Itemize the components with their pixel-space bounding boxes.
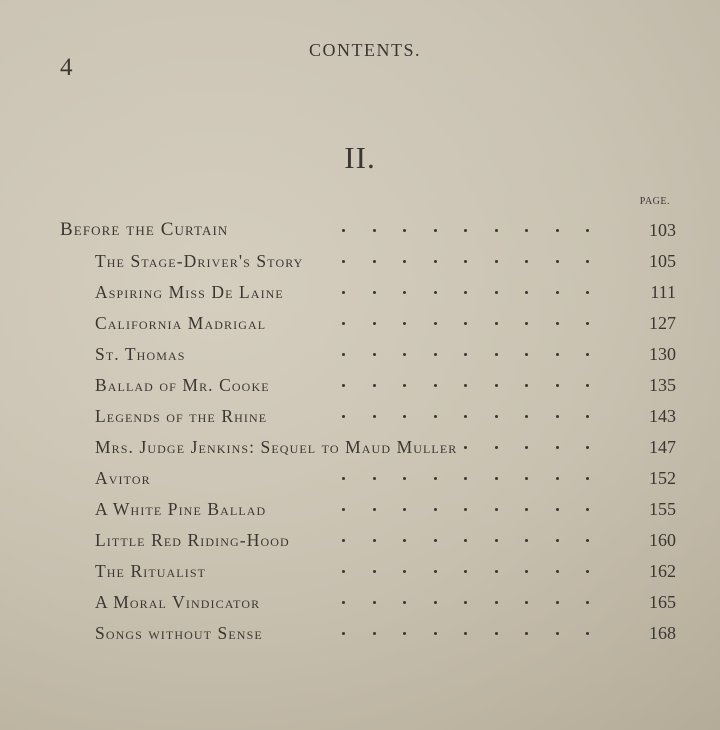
toc-leader xyxy=(0,255,720,269)
leader-dot xyxy=(525,384,528,387)
toc-entry-page: 135 xyxy=(649,375,676,395)
toc-entry-title: A Moral Vindicator xyxy=(95,592,261,612)
leader-dot xyxy=(464,322,467,325)
leader-dot xyxy=(556,415,559,418)
leader-dot xyxy=(342,570,345,573)
leader-dot xyxy=(556,632,559,635)
toc-entry-page: 160 xyxy=(649,530,676,550)
leader-dot xyxy=(373,353,376,356)
leader-dot xyxy=(525,508,528,511)
leader-dot xyxy=(586,539,589,542)
leader-dot xyxy=(464,415,467,418)
leader-dot xyxy=(403,260,406,263)
leader-dot xyxy=(403,508,406,511)
leader-dot xyxy=(464,601,467,604)
leader-dot xyxy=(556,539,559,542)
toc-entry-title: Legends of the Rhine xyxy=(95,406,268,426)
leader-dot xyxy=(434,601,437,604)
toc-entry-title: The Stage-Driver's Story xyxy=(95,251,304,271)
leader-dot xyxy=(556,601,559,604)
leader-dot xyxy=(464,260,467,263)
toc-entry xyxy=(0,401,720,431)
leader-dot xyxy=(556,446,559,449)
leader-dot xyxy=(373,229,376,232)
leader-dot xyxy=(556,322,559,325)
leader-dot xyxy=(434,508,437,511)
toc-entry xyxy=(0,370,720,400)
toc-leader xyxy=(0,596,720,610)
toc-entry-page: 143 xyxy=(649,406,676,426)
leader-dot xyxy=(342,353,345,356)
leader-dot xyxy=(342,601,345,604)
leader-dot xyxy=(464,570,467,573)
toc-entry xyxy=(0,494,720,524)
toc-entry-title: St. Thomas xyxy=(95,344,186,364)
leader-dot xyxy=(525,322,528,325)
leader-dot xyxy=(403,353,406,356)
leader-dot xyxy=(495,570,498,573)
leader-dot xyxy=(464,446,467,449)
leader-dot xyxy=(342,291,345,294)
toc-entry xyxy=(0,308,720,338)
toc-entry-page: 168 xyxy=(649,623,676,643)
toc-entry-title: California Madrigal xyxy=(95,313,267,333)
leader-dot xyxy=(434,477,437,480)
leader-dot xyxy=(434,539,437,542)
leader-dot xyxy=(403,539,406,542)
leader-dot xyxy=(495,353,498,356)
leader-dot xyxy=(586,291,589,294)
toc-entry xyxy=(0,556,720,586)
toc-entry xyxy=(0,587,720,617)
leader-dot xyxy=(434,260,437,263)
leader-dot xyxy=(495,291,498,294)
leader-dot xyxy=(556,384,559,387)
leader-dot xyxy=(403,632,406,635)
running-title: CONTENTS. xyxy=(309,40,421,60)
leader-dot xyxy=(403,384,406,387)
leader-dot xyxy=(495,260,498,263)
toc-entry-page: 105 xyxy=(649,251,676,271)
leader-dot xyxy=(495,415,498,418)
leader-dot xyxy=(434,291,437,294)
leader-dot xyxy=(495,632,498,635)
leader-dot xyxy=(342,539,345,542)
leader-dot xyxy=(495,539,498,542)
leader-dot xyxy=(495,229,498,232)
leader-dot xyxy=(525,601,528,604)
toc-leader xyxy=(0,224,720,238)
leader-dot xyxy=(373,508,376,511)
leader-dot xyxy=(434,384,437,387)
toc-entry-page: 165 xyxy=(649,592,676,612)
leader-dot xyxy=(403,291,406,294)
leader-dot xyxy=(586,508,589,511)
toc-entry xyxy=(0,246,720,276)
toc-leader xyxy=(0,317,720,331)
leader-dot xyxy=(586,632,589,635)
leader-dot xyxy=(495,508,498,511)
toc-entry-page: 162 xyxy=(649,561,676,581)
leader-dot xyxy=(525,570,528,573)
toc-entry xyxy=(0,277,720,307)
leader-dot xyxy=(525,260,528,263)
toc-entry-title: Avitor xyxy=(95,468,151,488)
toc-leader xyxy=(0,379,720,393)
leader-dot xyxy=(525,632,528,635)
section-numeral: II. xyxy=(344,140,376,175)
leader-dot xyxy=(403,570,406,573)
leader-dot xyxy=(495,601,498,604)
leader-dot xyxy=(495,446,498,449)
leader-dot xyxy=(373,601,376,604)
leader-dot xyxy=(586,570,589,573)
leader-dot xyxy=(342,229,345,232)
toc-leader xyxy=(0,565,720,579)
leader-dot xyxy=(586,260,589,263)
leader-dot xyxy=(586,601,589,604)
toc-entry-title: The Ritualist xyxy=(95,561,207,581)
leader-dot xyxy=(495,384,498,387)
toc-entry-page: 127 xyxy=(649,313,676,333)
leader-dot xyxy=(373,539,376,542)
leader-dot xyxy=(403,415,406,418)
toc-leader xyxy=(0,441,720,455)
leader-dot xyxy=(556,570,559,573)
leader-dot xyxy=(586,384,589,387)
leader-dot xyxy=(525,415,528,418)
toc-leader xyxy=(0,472,720,486)
toc-entry-page: 111 xyxy=(650,282,676,302)
leader-dot xyxy=(434,353,437,356)
leader-dot xyxy=(556,508,559,511)
toc-leader xyxy=(0,410,720,424)
leader-dot xyxy=(525,446,528,449)
leader-dot xyxy=(434,632,437,635)
leader-dot xyxy=(373,570,376,573)
toc-entry xyxy=(0,215,720,245)
leader-dot xyxy=(373,322,376,325)
toc-entry-title: Aspiring Miss De Laine xyxy=(95,282,284,302)
leader-dot xyxy=(556,229,559,232)
leader-dot xyxy=(373,477,376,480)
leader-dot xyxy=(434,415,437,418)
toc-leader xyxy=(0,348,720,362)
page-number: 4 xyxy=(60,54,73,81)
page-column-label: PAGE. xyxy=(639,196,670,207)
leader-dot xyxy=(495,322,498,325)
leader-dot xyxy=(434,322,437,325)
leader-dot xyxy=(464,508,467,511)
leader-dot xyxy=(403,601,406,604)
toc-leader xyxy=(0,286,720,300)
leader-dot xyxy=(373,415,376,418)
toc-leader xyxy=(0,627,720,641)
leader-dot xyxy=(525,291,528,294)
leader-dot xyxy=(434,570,437,573)
leader-dot xyxy=(556,291,559,294)
leader-dot xyxy=(464,384,467,387)
leader-dot xyxy=(556,260,559,263)
leader-dot xyxy=(586,415,589,418)
leader-dot xyxy=(586,477,589,480)
leader-dot xyxy=(586,446,589,449)
leader-dot xyxy=(373,632,376,635)
toc-entry-title: A White Pine Ballad xyxy=(95,499,267,519)
leader-dot xyxy=(373,291,376,294)
toc-entry-page: 147 xyxy=(649,437,676,457)
toc-leader xyxy=(0,503,720,517)
toc-entry xyxy=(0,525,720,555)
toc-entry-page: 155 xyxy=(649,499,676,519)
leader-dot xyxy=(586,322,589,325)
leader-dot xyxy=(586,229,589,232)
leader-dot xyxy=(495,477,498,480)
leader-dot xyxy=(342,260,345,263)
leader-dot xyxy=(373,384,376,387)
leader-dot xyxy=(464,229,467,232)
leader-dot xyxy=(525,539,528,542)
leader-dot xyxy=(556,353,559,356)
toc-entry-page: 103 xyxy=(649,220,676,240)
leader-dot xyxy=(373,260,376,263)
toc-entry xyxy=(0,618,720,648)
leader-dot xyxy=(403,322,406,325)
toc-entry-title: Before the Curtain xyxy=(60,219,229,240)
leader-dot xyxy=(342,508,345,511)
toc-entry-page: 152 xyxy=(649,468,676,488)
leader-dot xyxy=(464,291,467,294)
toc-entry-title: Mrs. Judge Jenkins: Sequel to Maud Muller xyxy=(95,437,458,457)
leader-dot xyxy=(342,415,345,418)
leader-dot xyxy=(556,477,559,480)
leader-dot xyxy=(434,229,437,232)
leader-dot xyxy=(525,353,528,356)
toc-entry-title: Ballad of Mr. Cooke xyxy=(95,375,270,395)
leader-dot xyxy=(464,632,467,635)
leader-dot xyxy=(342,632,345,635)
leader-dot xyxy=(464,477,467,480)
leader-dot xyxy=(403,229,406,232)
leader-dot xyxy=(342,384,345,387)
leader-dot xyxy=(464,539,467,542)
toc-entry xyxy=(0,432,720,462)
toc-entry-page: 130 xyxy=(649,344,676,364)
toc-leader xyxy=(0,534,720,548)
leader-dot xyxy=(342,477,345,480)
toc-entry-title: Little Red Riding-Hood xyxy=(95,530,290,550)
leader-dot xyxy=(464,353,467,356)
leader-dot xyxy=(403,477,406,480)
leader-dot xyxy=(525,477,528,480)
leader-dot xyxy=(525,229,528,232)
toc-entry-title: Songs without Sense xyxy=(95,623,263,643)
toc-entry xyxy=(0,463,720,493)
leader-dot xyxy=(342,322,345,325)
toc-entry xyxy=(0,339,720,369)
leader-dot xyxy=(586,353,589,356)
